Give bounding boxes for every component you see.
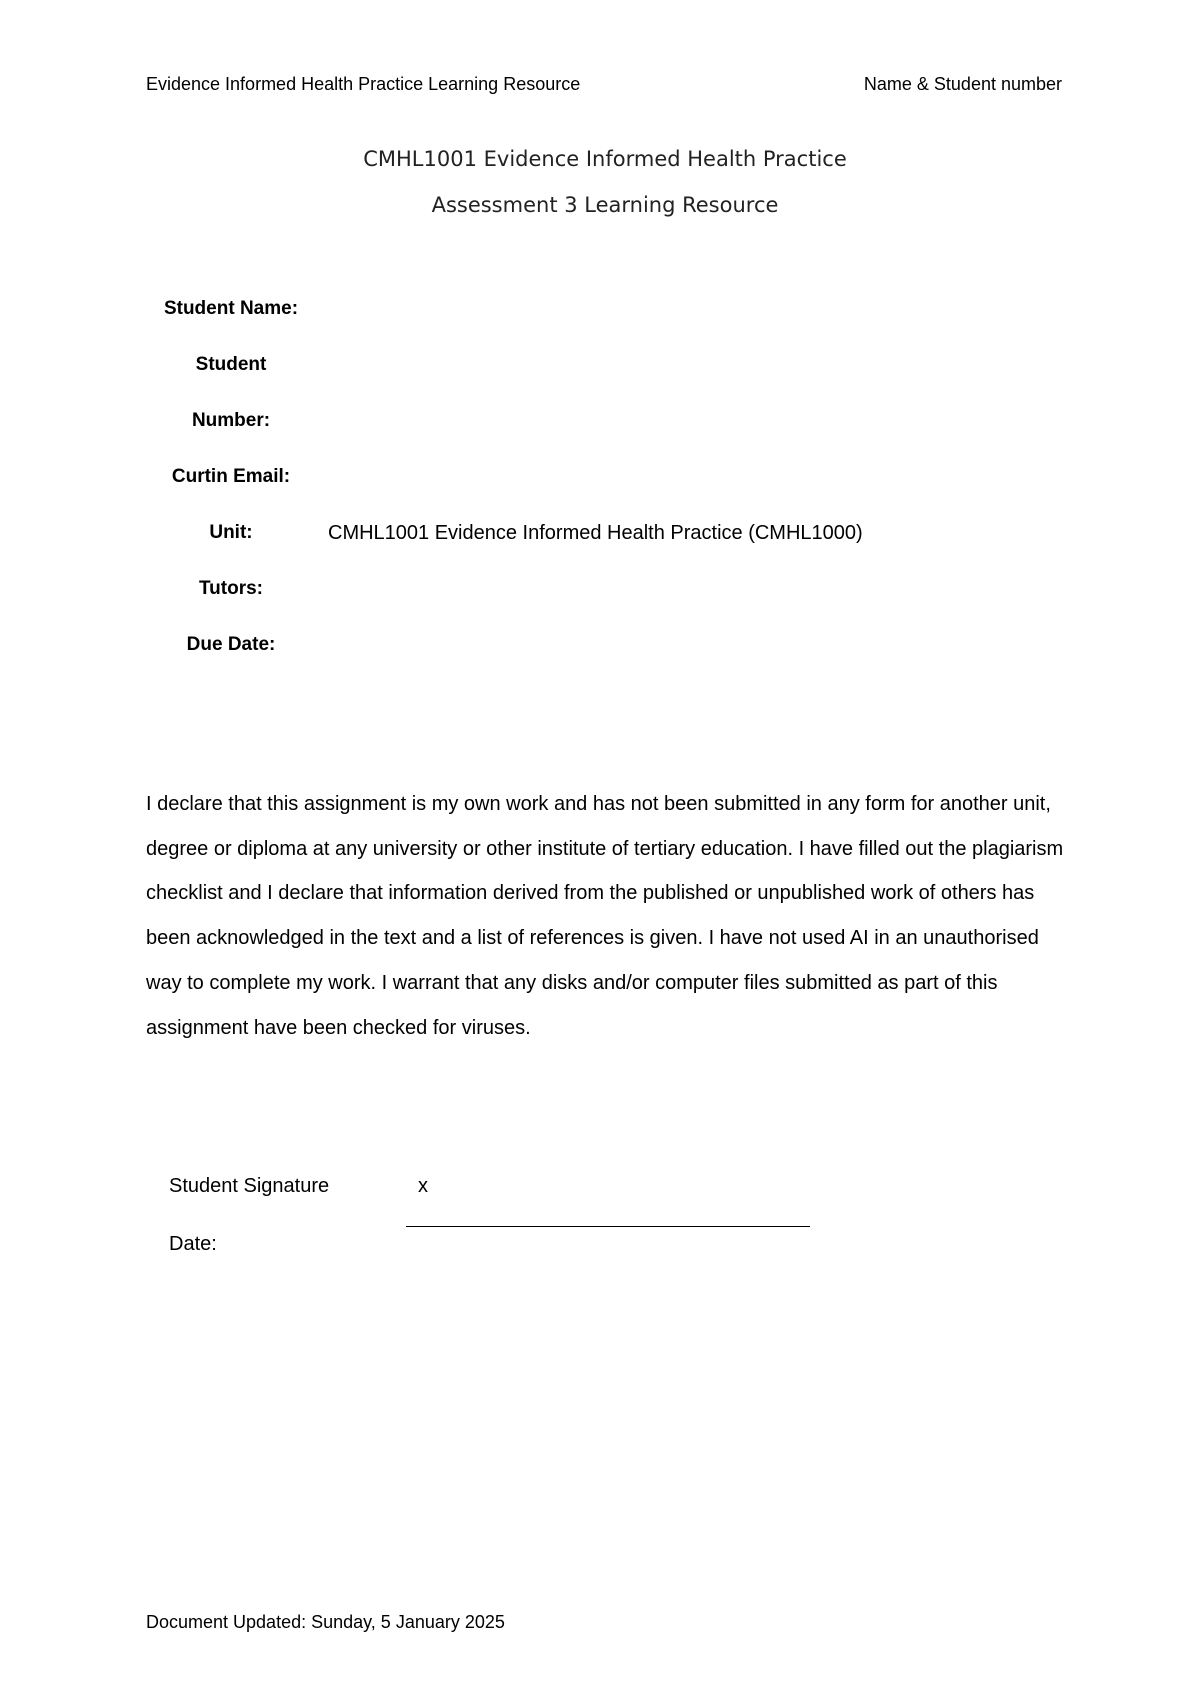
curtin-email-label: Curtin Email:	[171, 466, 291, 487]
document-updated-footer: Document Updated: Sunday, 5 January 2025	[146, 1612, 505, 1632]
student-number-label-line2: Number:	[191, 410, 271, 431]
header-name-student-number: Name & Student number	[863, 74, 1062, 94]
document-title: CMHL1001 Evidence Informed Health Practice	[363, 147, 847, 171]
student-signature-label: Student Signature	[169, 1175, 330, 1197]
unit-label: Unit:	[209, 522, 253, 543]
due-date-label: Due Date:	[186, 634, 276, 655]
unit-value: CMHL1001 Evidence Informed Health Practice (CMHL1000)	[328, 522, 863, 544]
date-label: Date:	[169, 1233, 217, 1255]
document-subtitle: Assessment 3 Learning Resource	[431, 193, 779, 217]
student-number-label-line1: Student	[195, 354, 267, 375]
declaration-paragraph: I declare that this assignment is my own work and has not been submitted in any form for another unit, degree or diploma at any university or other institute of tertiary education. I have filled out the plagiarism checklist and I declare that information derived from the published or unpublished work of others has been acknowledged in the text and a list of references is given. I have not used AI in an unauthorised way to complete my work. I warrant that any disks and/or computer files submitted as part of this assignment have been checked for viruses.	[146, 793, 1064, 1039]
header-title: Evidence Informed Health Practice Learning Resource	[146, 74, 581, 94]
signature-line	[406, 1226, 810, 1227]
tutors-label: Tutors:	[198, 578, 264, 599]
signature-mark: x	[418, 1175, 428, 1197]
student-name-label: Student Name:	[163, 298, 299, 319]
